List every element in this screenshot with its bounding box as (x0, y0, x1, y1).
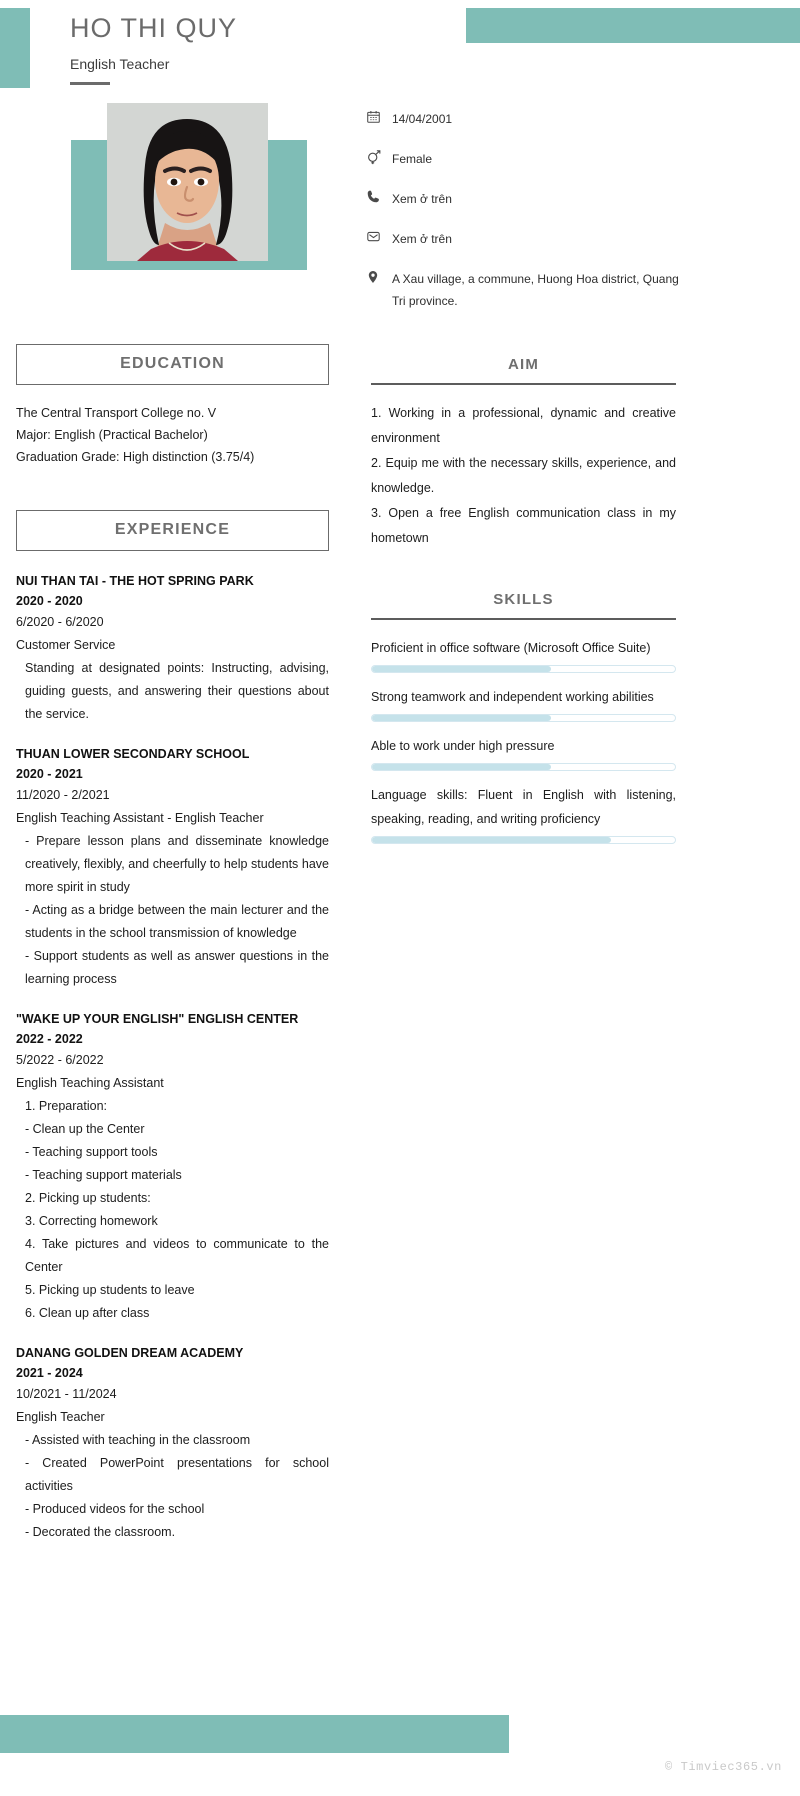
contact-value: Xem ở trên (392, 192, 452, 206)
experience-role: English Teaching Assistant - English Teacher (16, 811, 264, 825)
candidate-photo (107, 103, 268, 261)
aim-line: 3. Open a free English communication class in my hometown (371, 506, 676, 545)
experience-detail: - Teaching support materials (25, 1168, 182, 1182)
education-line: Major: English (Practical Bachelor) (16, 428, 208, 442)
experience-org: NUI THAN TAI - THE HOT SPRING PARK (16, 574, 254, 588)
experience-heading: EXPERIENCE (16, 510, 329, 551)
site-watermark: © Timviec365.vn (664, 1760, 782, 1774)
skill-bar-fill (372, 764, 551, 770)
contact-value: 14/04/2001 (392, 112, 453, 126)
skills-heading: SKILLS (371, 591, 676, 620)
skill-label: Proficient in office software (Microsoft Office Suite) (371, 641, 651, 655)
experience-item (16, 1009, 329, 1325)
skill-bar (371, 714, 676, 722)
experience-detail: - Produced videos for the school (25, 1502, 205, 1516)
contact-item-phone[interactable] (366, 188, 686, 210)
contact-value: Xem ở trên (392, 232, 452, 246)
experience-org: "WAKE UP YOUR ENGLISH" ENGLISH CENTER (16, 1012, 299, 1026)
experience-detail: 5. Picking up students to leave (25, 1283, 195, 1297)
experience-detail: 2. Picking up students: (25, 1191, 151, 1205)
left-column (16, 344, 329, 1562)
experience-detail: 4. Take pictures and videos to communicate to the Center (25, 1237, 329, 1274)
contact-item-gender (366, 148, 686, 170)
skill-item (371, 783, 676, 844)
title-underline (70, 82, 110, 85)
experience-years: 2022 - 2022 (16, 1032, 83, 1046)
experience-dates: 11/2020 - 2/2021 (16, 788, 110, 802)
skill-bar (371, 665, 676, 673)
accent-block-left-top (0, 8, 30, 88)
contact-item-birthdate (366, 108, 686, 130)
skill-item (371, 685, 676, 722)
contact-value: Female (392, 152, 433, 166)
experience-dates: 6/2020 - 6/2020 (16, 615, 104, 629)
gender-icon (366, 148, 392, 165)
experience-role: English Teacher (16, 1410, 105, 1424)
skill-bar-fill (372, 666, 551, 672)
experience-detail: - Acting as a bridge between the main lecturer and the students in the school transmission of knowledge (25, 903, 329, 940)
skill-bar-fill (372, 837, 611, 843)
aim-line: 2. Equip me with the necessary skills, experience, and knowledge. (371, 456, 676, 495)
location-icon (366, 268, 392, 285)
contact-item-address (366, 268, 686, 312)
aim-body (371, 401, 676, 551)
calendar-icon (366, 108, 392, 124)
education-line: Graduation Grade: High distinction (3.75/4) (16, 450, 255, 464)
cv-header (70, 10, 490, 85)
phone-icon (366, 188, 392, 204)
accent-block-footer (0, 1715, 509, 1753)
experience-detail: Standing at designated points: Instructing, advising, guiding guests, and answering their questions about the service. (25, 661, 329, 721)
skill-bar (371, 763, 676, 771)
skill-bar (371, 836, 676, 844)
experience-org: DANANG GOLDEN DREAM ACADEMY (16, 1346, 244, 1360)
experience-detail: - Prepare lesson plans and disseminate knowledge creatively, flexibly, and cheerfully to help students have more spirit in study (25, 834, 329, 894)
skill-label: Language skills: Fluent in English with listening, speaking, reading, and writing proficiency (371, 788, 676, 826)
contact-info (366, 108, 686, 330)
experience-item (16, 1343, 329, 1544)
experience-list (16, 571, 329, 1544)
experience-dates: 10/2021 - 11/2024 (16, 1387, 117, 1401)
contact-value: A Xau village, a commune, Huong Hoa district, Quang Tri province. (392, 272, 679, 308)
experience-detail: - Assisted with teaching in the classroom (25, 1433, 251, 1447)
experience-detail: - Teaching support tools (25, 1145, 158, 1159)
experience-years: 2020 - 2020 (16, 594, 83, 608)
education-line: The Central Transport College no. V (16, 406, 217, 420)
experience-years: 2020 - 2021 (16, 767, 83, 781)
experience-item (16, 744, 329, 991)
aim-line: 1. Working in a professional, dynamic and creative environment (371, 406, 676, 445)
skill-item (371, 636, 676, 673)
experience-detail: 6. Clean up after class (25, 1306, 150, 1320)
experience-detail: 3. Correcting homework (25, 1214, 158, 1228)
skills-heading-wrap (371, 591, 676, 620)
experience-detail: - Created PowerPoint presentations for school activities (25, 1456, 329, 1493)
skill-item (371, 734, 676, 771)
experience-org: THUAN LOWER SECONDARY SCHOOL (16, 747, 250, 761)
experience-item (16, 571, 329, 726)
experience-years: 2021 - 2024 (16, 1366, 83, 1380)
right-column (371, 356, 676, 856)
contact-item-email[interactable] (366, 228, 686, 250)
experience-detail: 1. Preparation: (25, 1099, 107, 1113)
experience-detail: - Support students as well as answer questions in the learning process (25, 949, 329, 986)
skill-label: Able to work under high pressure (371, 739, 555, 753)
education-heading: EDUCATION (16, 344, 329, 385)
skill-label: Strong teamwork and independent working abilities (371, 690, 654, 704)
candidate-name: HO THI QUY (70, 13, 238, 43)
skill-bar-fill (372, 715, 551, 721)
candidate-job-title: English Teacher (70, 56, 170, 72)
aim-heading: AIM (371, 356, 676, 385)
experience-detail: - Decorated the classroom. (25, 1525, 176, 1539)
experience-role: English Teaching Assistant (16, 1076, 164, 1090)
experience-role: Customer Service (16, 638, 116, 652)
education-body (16, 402, 329, 468)
experience-dates: 5/2022 - 6/2022 (16, 1053, 104, 1067)
email-icon (366, 228, 392, 244)
skills-body (371, 636, 676, 844)
experience-heading-wrap (16, 510, 329, 551)
accent-block-right-top (466, 8, 800, 43)
experience-detail: - Clean up the Center (25, 1122, 145, 1136)
